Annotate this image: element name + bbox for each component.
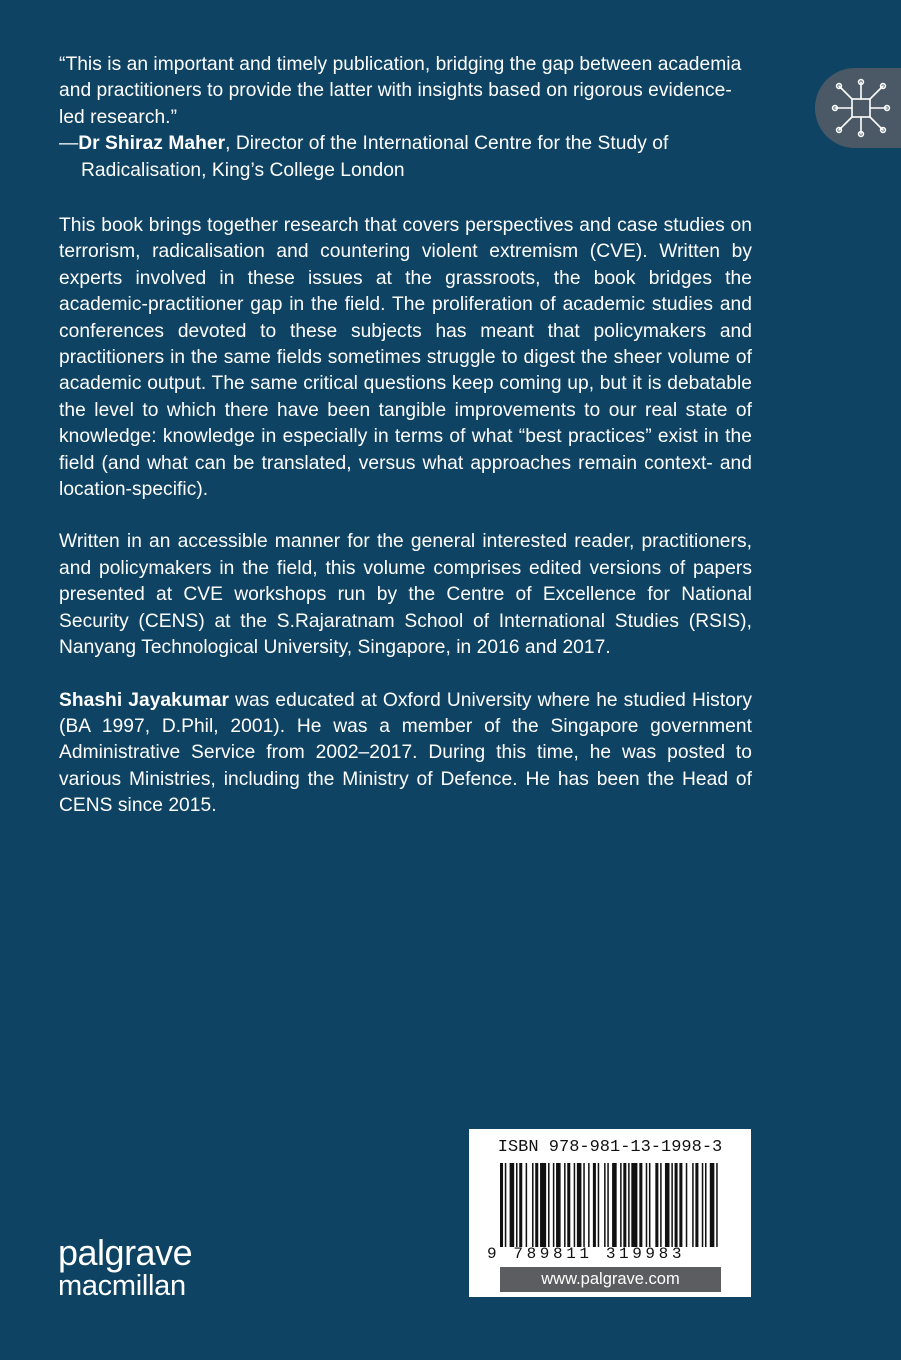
barcode-bar <box>631 1163 637 1247</box>
barcode-bar <box>679 1163 682 1247</box>
barcode-bar <box>702 1163 704 1247</box>
barcode-bar <box>574 1163 576 1247</box>
bio-paragraph <box>59 688 752 820</box>
isbn-barcode-block <box>469 1129 751 1297</box>
barcode-bar <box>628 1163 630 1247</box>
barcode-bar <box>510 1163 515 1247</box>
barcode-bar <box>588 1163 590 1247</box>
barcode-bar <box>675 1163 678 1247</box>
barcode-bar <box>710 1163 715 1247</box>
barcode-bar <box>564 1163 566 1247</box>
barcode-bar <box>620 1163 622 1247</box>
barcode-bar <box>655 1163 658 1247</box>
barcode-bar <box>716 1163 718 1247</box>
attribution-affiliation: , Director of the International Centre for the Study of Radicalisation, King’s College London <box>81 133 669 181</box>
barcode-bar <box>500 1163 503 1247</box>
barcode-bar <box>516 1163 518 1247</box>
barcode-bar <box>567 1163 570 1247</box>
barcode-bar <box>526 1163 528 1247</box>
barcode-bar <box>505 1163 507 1247</box>
barcode-bar <box>604 1163 606 1247</box>
barcode-bar <box>553 1163 555 1247</box>
quote-attribution <box>59 131 752 184</box>
barcode-bar <box>532 1163 534 1247</box>
barcode-bar <box>598 1163 600 1247</box>
publisher-name-line-2: macmillan <box>58 1270 186 1302</box>
barcode-bar <box>686 1163 688 1247</box>
barcode-bar <box>519 1163 522 1247</box>
barcode-bar <box>548 1163 550 1247</box>
author-name: Shashi Jayakumar <box>59 689 229 711</box>
barcode-bar <box>639 1163 642 1247</box>
barcode-bar <box>577 1163 582 1247</box>
attribution-name: Dr Shiraz Maher <box>78 133 226 155</box>
barcode-bar <box>692 1163 694 1247</box>
endorsement-quote <box>59 52 752 184</box>
publisher-logo-badge <box>815 68 901 148</box>
barcode-bar <box>695 1163 698 1247</box>
description-paragraph-1: This book brings together research that covers perspectives and case studies on terrorism, radicalisation and countering violent extremism (CVE). Written by experts involved in these issues at the grassroots, the book bridges the academic-practitioner gap in the field. The proliferation of academic studies and conferences devoted to these subjects has meant that policymakers and practitioners in the same fields sometimes struggle to digest the sheer volume of academic output. The same critical questions keep coming up, but it is debatable the level to which there have been tangible improvements to our real state of knowledge: knowledge in especially in terms of what “best practices” exist in the field (and what can be translated, versus what approaches remain context- and location-specific). <box>59 215 752 501</box>
barcode-bar <box>623 1163 626 1247</box>
publisher-name-line-1: palgrave <box>58 1232 193 1273</box>
publisher-url: www.palgrave.com <box>500 1267 721 1292</box>
bio-text: was educated at Oxford University where he studied History (BA 1997, D.Phil, 2001). He was a member of the Singapore government Administrative Service from 2002–2017. During this time, he was posted to various Ministries, including the Ministry of Defence. He has been the Head of CENS since 2015. <box>59 689 753 817</box>
barcode-bar <box>612 1163 617 1247</box>
barcode-bar <box>649 1163 651 1247</box>
barcode-bar <box>540 1163 546 1247</box>
barcode-bar <box>665 1163 670 1247</box>
barcode-bar <box>660 1163 662 1247</box>
barcode-bar <box>671 1163 673 1247</box>
barcode-bars <box>500 1163 721 1247</box>
description-paragraph-2: Written in an accessible manner for the general interested reader, practitioners, and policymakers in the field, this volume comprises edited versions of papers presented at CVE workshops run by the Centre of Excellence for National Security (CENS) at the S.Rajaratnam School of International Studies (RSIS), Nanyang Technological University, Singapore, in 2016 and 2017. <box>59 531 752 659</box>
publisher-wordmark <box>58 1232 193 1302</box>
isbn-label: ISBN 978-981-13-1998-3 <box>497 1138 723 1157</box>
barcode-bar <box>705 1163 707 1247</box>
author-bio <box>59 688 752 820</box>
book-description <box>59 213 752 820</box>
attribution-dash: — <box>59 133 79 155</box>
palgrave-network-icon <box>831 78 891 138</box>
barcode-bar <box>646 1163 648 1247</box>
barcode-bar <box>556 1163 561 1247</box>
barcode-bar <box>535 1163 538 1247</box>
barcode-bar <box>583 1163 585 1247</box>
quote-text: “This is an important and timely publication, bridging the gap between academia and practitioners to provide the latter with insights based on rigorous evidence-led research.” <box>59 54 742 128</box>
barcode-bar <box>607 1163 609 1247</box>
barcode-bar <box>593 1163 596 1247</box>
barcode-digits: 9 789811 319983 <box>487 1245 686 1263</box>
